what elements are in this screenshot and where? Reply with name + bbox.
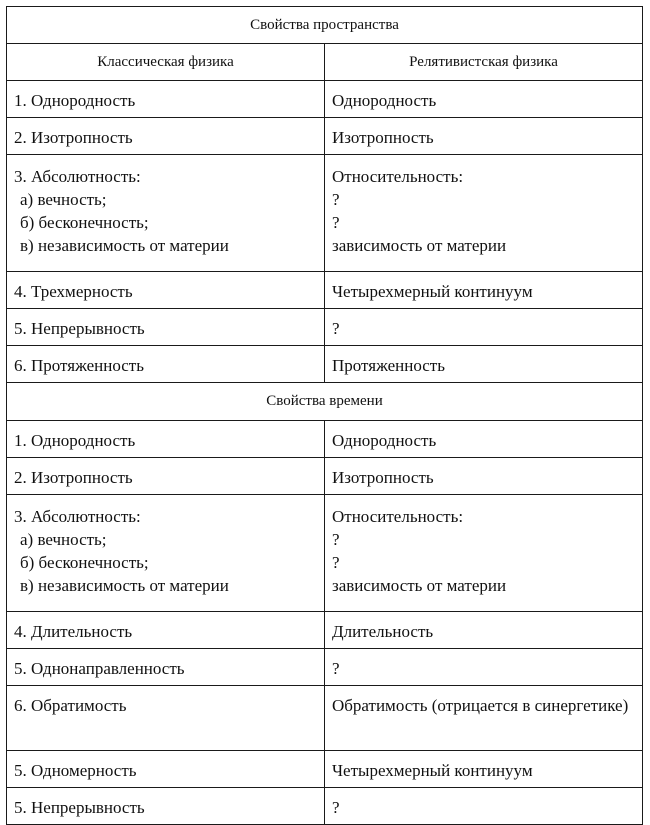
table-row xyxy=(7,458,643,495)
sub-item: ? xyxy=(332,190,340,209)
relativistic-cell: Обратимость (отрицается в синергетике) xyxy=(325,686,643,751)
classic-cell: 5. Непрерывность xyxy=(7,788,325,825)
table-row xyxy=(7,421,643,458)
relativistic-cell: Протяженность xyxy=(325,346,643,383)
properties-table xyxy=(6,6,643,825)
column-header-row xyxy=(7,44,643,81)
table-row xyxy=(7,649,643,686)
sub-item: ? xyxy=(332,530,340,549)
sub-item: а) вечность; xyxy=(20,530,107,549)
cell-heading: Относительность: xyxy=(332,507,464,526)
section-header-time xyxy=(7,383,643,421)
relativistic-cell: Изотропность xyxy=(325,458,643,495)
table-row xyxy=(7,788,643,825)
table-row xyxy=(7,612,643,649)
sub-item: ? xyxy=(332,553,340,572)
classic-cell: 4. Длительность xyxy=(7,612,325,649)
relativistic-cell xyxy=(325,495,643,612)
cell-heading: 3. Абсолютность: xyxy=(14,167,141,186)
relativistic-cell: Однородность xyxy=(325,81,643,118)
classic-cell: 6. Обратимость xyxy=(7,686,325,751)
table-row xyxy=(7,81,643,118)
relativistic-cell: Изотропность xyxy=(325,118,643,155)
section-title: Свойства пространства xyxy=(7,7,643,44)
sub-item: б) бесконечность; xyxy=(20,553,149,572)
classic-cell: 5. Непрерывность xyxy=(7,309,325,346)
sub-item: в) независимость от материи xyxy=(20,236,229,255)
table-row xyxy=(7,309,643,346)
sub-item: зависимость от материи xyxy=(332,576,507,595)
classic-cell: 1. Однородность xyxy=(7,81,325,118)
relativistic-cell: Однородность xyxy=(325,421,643,458)
relativistic-cell: Четырехмерный континуум xyxy=(325,272,643,309)
table-row xyxy=(7,751,643,788)
classic-cell: 5. Однонаправленность xyxy=(7,649,325,686)
table-row xyxy=(7,686,643,751)
relativistic-cell: Четырехмерный континуум xyxy=(325,751,643,788)
classic-cell: 6. Протяженность xyxy=(7,346,325,383)
column-header-relativistic: Релятивистская физика xyxy=(325,44,643,81)
cell-heading: 3. Абсолютность: xyxy=(14,507,141,526)
table-row xyxy=(7,346,643,383)
table-row xyxy=(7,495,643,612)
table-row xyxy=(7,118,643,155)
table-row xyxy=(7,272,643,309)
cell-heading: Относительность: xyxy=(332,167,464,186)
sub-item: зависимость от материи xyxy=(332,236,507,255)
relativistic-cell: ? xyxy=(325,649,643,686)
section-title: Свойства времени xyxy=(7,383,643,421)
sub-item: в) независимость от материи xyxy=(20,576,229,595)
classic-cell: 5. Одномерность xyxy=(7,751,325,788)
classic-cell: 2. Изотропность xyxy=(7,458,325,495)
classic-cell xyxy=(7,155,325,272)
section-header-space xyxy=(7,7,643,44)
classic-cell: 2. Изотропность xyxy=(7,118,325,155)
classic-cell: 1. Однородность xyxy=(7,421,325,458)
relativistic-cell: Длительность xyxy=(325,612,643,649)
relativistic-cell: ? xyxy=(325,788,643,825)
classic-cell xyxy=(7,495,325,612)
sub-item: б) бесконечность; xyxy=(20,213,149,232)
column-header-classic: Классическая физика xyxy=(7,44,325,81)
sub-item: ? xyxy=(332,213,340,232)
table-row xyxy=(7,155,643,272)
relativistic-cell xyxy=(325,155,643,272)
sub-item: а) вечность; xyxy=(20,190,107,209)
classic-cell: 4. Трехмерность xyxy=(7,272,325,309)
relativistic-cell: ? xyxy=(325,309,643,346)
